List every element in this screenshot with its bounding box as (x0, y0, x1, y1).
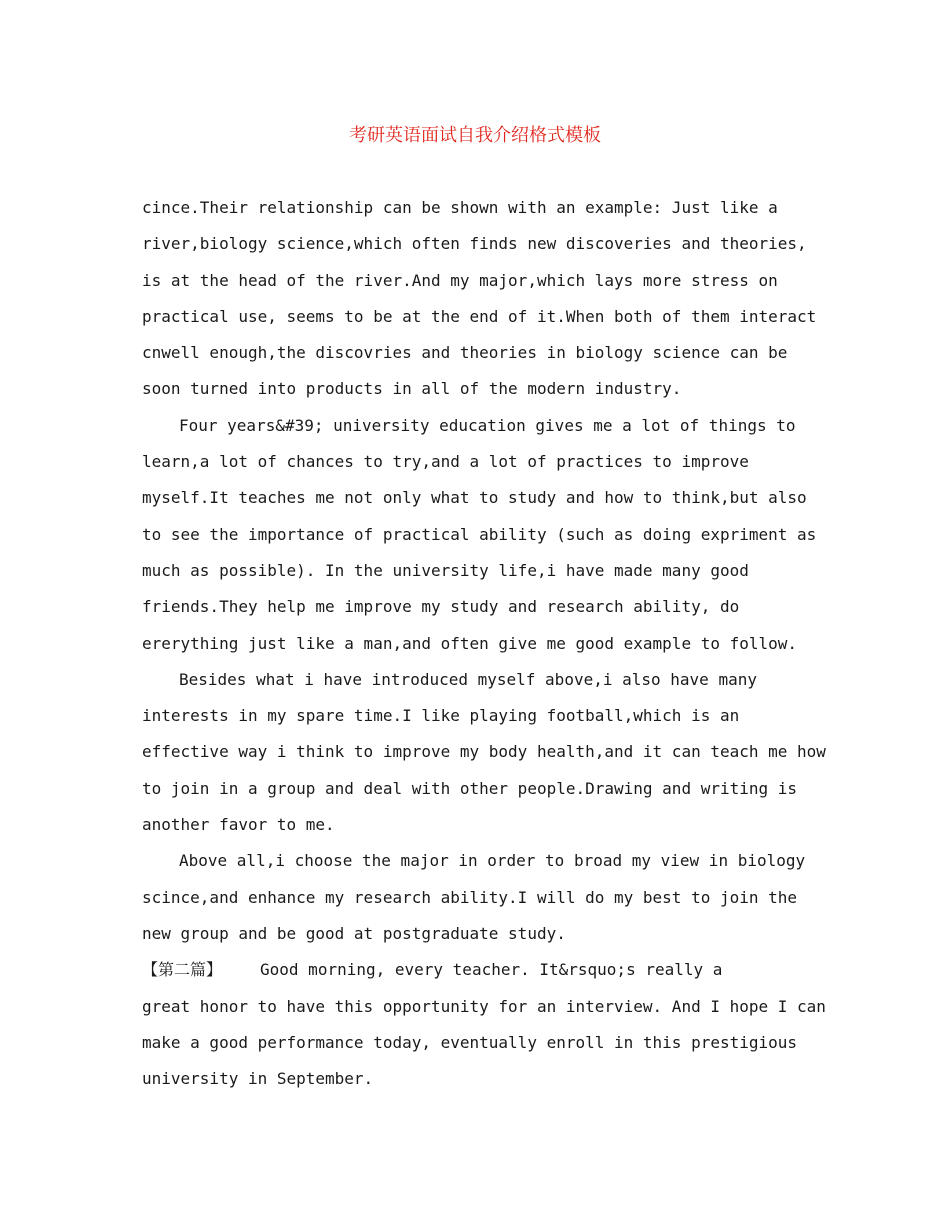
paragraph-line: soon turned into products in all of the modern industry. (142, 379, 682, 399)
paragraph-line: is at the head of the river.And my major,which lays more stress on (142, 270, 778, 290)
paragraph-line: ererything just like a man,and often give me good example to follow. (142, 633, 798, 653)
paragraph-line: Good morning, every teacher. It&rsquo;s really a (260, 960, 723, 980)
paragraph-line: much as possible). In the university life,i have made many good (142, 560, 749, 580)
paragraph-line: myself.It teaches me not only what to study and how to think,but also (142, 488, 807, 508)
paragraph-line: cince.Their relationship can be shown with an example: Just like a (142, 198, 778, 217)
paragraph-line: Four years&#39; university education gives me a lot of things to (179, 415, 796, 435)
document-title: 考研英语面试自我介绍格式模板 (349, 125, 601, 146)
paragraph-line: interests in my spare time.I like playing football,which is an (142, 706, 740, 726)
paragraph-line: effective way i think to improve my body health,and it can teach me how (142, 742, 826, 762)
paragraph-line: friends.They help me improve my study and research ability, do (142, 597, 740, 617)
paragraph-line: to join in a group and deal with other people.Drawing and writing is (142, 778, 798, 798)
paragraph-line: great honor to have this opportunity for an interview. And I hope I can (142, 996, 826, 1016)
section-marker: 【第二篇】 (142, 960, 223, 980)
paragraph-line: learn,a lot of chances to try,and a lot of practices to improve (142, 452, 749, 472)
paragraph-line: new group and be good at postgraduate study. (142, 923, 566, 943)
paragraph-line: cnwell enough,the discovries and theories in biology science can be (142, 343, 788, 363)
paragraph-line: Above all,i choose the major in order to broad my view in biology (179, 851, 806, 871)
paragraph-line: another favor to me. (142, 815, 335, 835)
paragraph-line: Besides what i have introduced myself above,i also have many (179, 669, 757, 689)
paragraph-line: university in September. (142, 1069, 374, 1089)
paragraph-line: scince,and enhance my research ability.I will do my best to join the (142, 887, 798, 907)
section-two-first-line (142, 952, 822, 988)
paragraph-line: river,biology science,which often finds new discoveries and theories, (142, 234, 807, 254)
document-body (142, 190, 826, 1097)
paragraph-line: practical use, seems to be at the end of it.When both of them interact (142, 306, 817, 326)
paragraph-line: to see the importance of practical ability (such as doing expriment as (142, 524, 817, 544)
paragraph-line: make a good performance today, eventually enroll in this prestigious (142, 1032, 798, 1052)
